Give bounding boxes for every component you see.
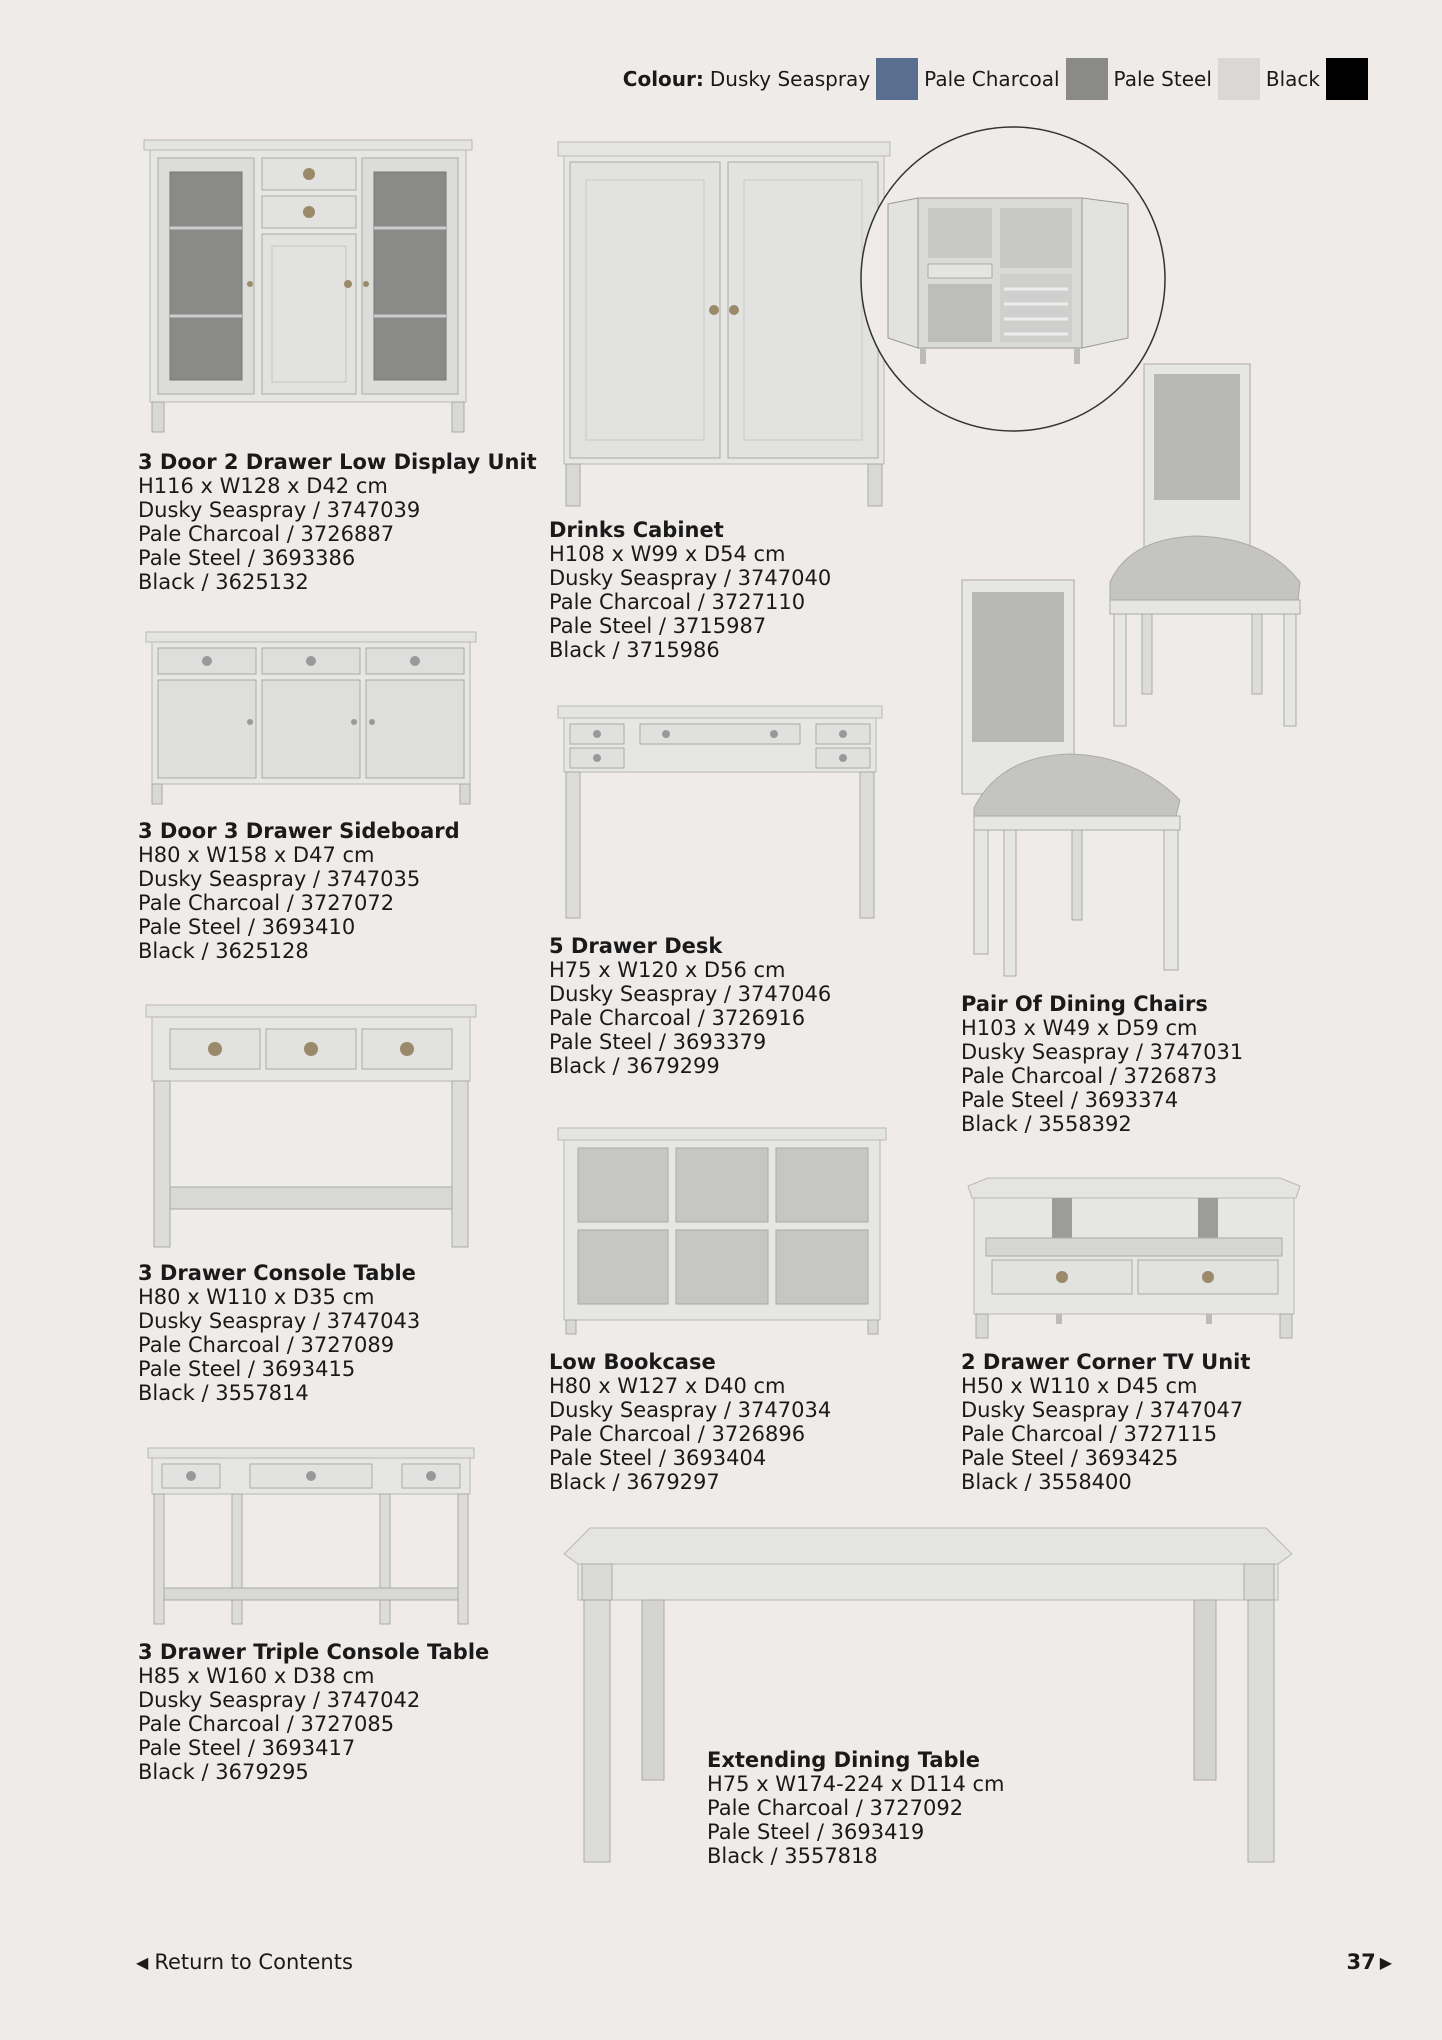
product-dining-table (707, 1748, 1005, 1868)
desk-image (556, 704, 884, 920)
colour-legend (623, 58, 1374, 100)
product-code-line: Pale Charcoal / 3727085 (138, 1712, 395, 1736)
product-display-unit (138, 450, 537, 594)
product-code-line: Dusky Seaspray / 3747042 (138, 1688, 421, 1712)
legend-name-pale-steel: Pale Steel (1113, 67, 1212, 91)
product-code-line: Pale Steel / 3693415 (138, 1357, 356, 1381)
product-title: 2 Drawer Corner TV Unit (961, 1350, 1251, 1374)
product-code-line: Black / 3715986 (549, 638, 720, 662)
product-code-line: Pale Steel / 3715987 (549, 614, 767, 638)
console-table-image (144, 1003, 478, 1249)
product-title: Low Bookcase (549, 1350, 716, 1374)
product-title: 3 Drawer Triple Console Table (138, 1640, 490, 1664)
legend-name-dusky-seaspray: Dusky Seaspray (709, 67, 871, 91)
product-code-line: Pale Charcoal / 3726896 (549, 1422, 806, 1446)
product-code-line: Pale Charcoal / 3727089 (138, 1333, 395, 1357)
product-code-line: Pale Steel / 3693379 (549, 1030, 767, 1054)
product-code-line: Dusky Seaspray / 3747039 (138, 498, 421, 522)
product-title: 3 Door 3 Drawer Sideboard (138, 819, 460, 843)
legend-name-pale-charcoal: Pale Charcoal (924, 67, 1060, 91)
product-dimensions: H108 x W99 x D54 cm (549, 542, 786, 566)
product-title: 5 Drawer Desk (549, 934, 723, 958)
product-code-line: Pale Charcoal / 3727072 (138, 891, 395, 915)
product-code-line: Dusky Seaspray / 3747046 (549, 982, 832, 1006)
product-code-line: Black / 3625128 (138, 939, 309, 963)
product-code-line: Pale Steel / 3693404 (549, 1446, 767, 1470)
product-drinks-cabinet (549, 518, 831, 662)
product-code-line: Dusky Seaspray / 3747043 (138, 1309, 421, 1333)
product-code-line: Pale Steel / 3693386 (138, 546, 356, 570)
product-dimensions: H75 x W174-224 x D114 cm (707, 1772, 1005, 1796)
product-title: Drinks Cabinet (549, 518, 724, 542)
dining-chairs-image (960, 360, 1306, 980)
product-sideboard (138, 819, 460, 963)
product-dimensions: H85 x W160 x D38 cm (138, 1664, 375, 1688)
product-low-bookcase (549, 1350, 831, 1494)
product-code-line: Pale Charcoal / 3727110 (549, 590, 806, 614)
product-code-line: Pale Steel / 3693425 (961, 1446, 1179, 1470)
swatch-black (1326, 58, 1368, 100)
product-code-line: Black / 3557818 (707, 1844, 878, 1868)
product-code-line: Black / 3558400 (961, 1470, 1132, 1494)
product-dimensions: H80 x W110 x D35 cm (138, 1285, 375, 1309)
tv-unit-image (966, 1176, 1302, 1340)
product-title: Pair Of Dining Chairs (961, 992, 1208, 1016)
product-title: Extending Dining Table (707, 1748, 980, 1772)
product-console-table (138, 1261, 420, 1405)
triangle-left-icon: ◀ (136, 1952, 149, 1972)
product-code-line: Pale Steel / 3693410 (138, 915, 356, 939)
bookcase-image (556, 1126, 888, 1336)
page-number: 37 (1346, 1950, 1376, 1974)
product-code-line: Black / 3625132 (138, 570, 309, 594)
product-code-line: Pale Charcoal / 3726873 (961, 1064, 1218, 1088)
sideboard-image (144, 630, 478, 806)
product-code-line: Pale Charcoal / 3727115 (961, 1422, 1218, 1446)
product-code-line: Pale Charcoal / 3727092 (707, 1796, 964, 1820)
product-code-line: Pale Steel / 3693419 (707, 1820, 925, 1844)
return-to-contents-link[interactable] (136, 1950, 353, 1974)
drinks-cabinet-image (556, 140, 892, 510)
product-dimensions: H80 x W127 x D40 cm (549, 1374, 786, 1398)
product-code-line: Black / 3558392 (961, 1112, 1132, 1136)
product-code-line: Pale Charcoal / 3726887 (138, 522, 395, 546)
product-dimensions: H75 x W120 x D56 cm (549, 958, 786, 982)
product-dimensions: H50 x W110 x D45 cm (961, 1374, 1198, 1398)
product-title: 3 Drawer Console Table (138, 1261, 416, 1285)
legend-label: Colour: (622, 67, 704, 91)
swatch-pale-charcoal (1066, 58, 1108, 100)
swatch-dusky-seaspray (876, 58, 918, 100)
product-dimensions: H116 x W128 x D42 cm (138, 474, 388, 498)
triangle-right-icon: ▶ (1379, 1952, 1392, 1972)
product-dimensions: H103 x W49 x D59 cm (961, 1016, 1198, 1040)
product-code-line: Dusky Seaspray / 3747034 (549, 1398, 832, 1422)
product-dining-chairs (961, 992, 1243, 1136)
product-code-line: Black / 3679297 (549, 1470, 720, 1494)
return-to-contents-label: Return to Contents (154, 1950, 353, 1974)
product-dimensions: H80 x W158 x D47 cm (138, 843, 375, 867)
product-title: 3 Door 2 Drawer Low Display Unit (138, 450, 537, 474)
product-code-line: Pale Steel / 3693417 (138, 1736, 356, 1760)
swatch-pale-steel (1218, 58, 1260, 100)
triple-console-image (146, 1446, 476, 1626)
product-desk (549, 934, 831, 1078)
legend-name-black: Black (1265, 67, 1320, 91)
display-unit-image (140, 136, 476, 436)
product-code-line: Dusky Seaspray / 3747035 (138, 867, 421, 891)
product-code-line: Dusky Seaspray / 3747031 (961, 1040, 1244, 1064)
product-triple-console (138, 1640, 489, 1784)
product-code-line: Dusky Seaspray / 3747040 (549, 566, 832, 590)
product-code-line: Black / 3557814 (138, 1381, 309, 1405)
next-page-link[interactable] (1346, 1950, 1392, 1974)
product-code-line: Black / 3679299 (549, 1054, 720, 1078)
product-tv-unit (961, 1350, 1250, 1494)
product-code-line: Dusky Seaspray / 3747047 (961, 1398, 1244, 1422)
product-code-line: Pale Charcoal / 3726916 (549, 1006, 806, 1030)
product-code-line: Pale Steel / 3693374 (961, 1088, 1179, 1112)
product-code-line: Black / 3679295 (138, 1760, 309, 1784)
